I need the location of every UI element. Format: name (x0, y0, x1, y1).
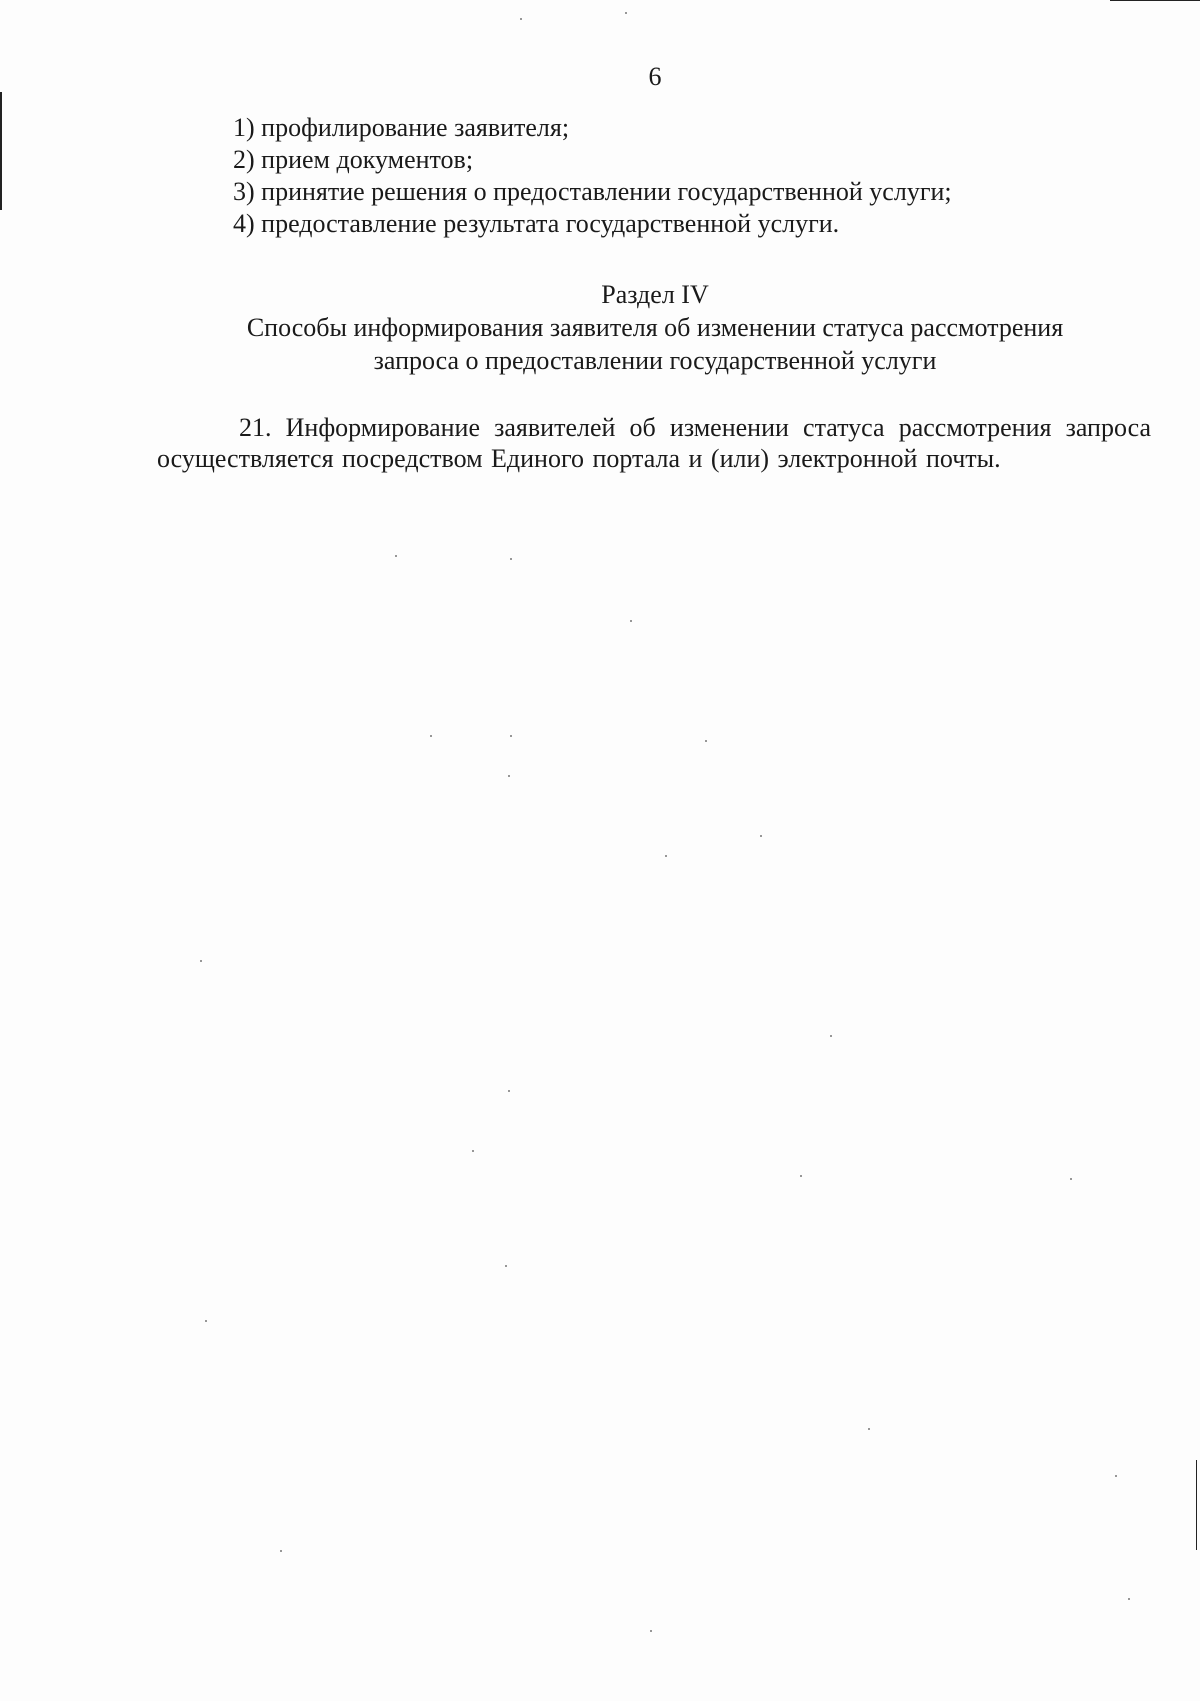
scan-speck (205, 1320, 207, 1322)
scan-speck (505, 1265, 507, 1267)
scan-speck (630, 620, 632, 622)
scan-speck (705, 740, 707, 742)
page-number: 6 (648, 62, 662, 91)
section-title-line-1: Способы информирования заявителя об изменении статуса рассмотрения (246, 313, 1064, 342)
scan-speck (1115, 1475, 1117, 1477)
scan-speck (1070, 1178, 1072, 1180)
procedure-steps-list (233, 112, 952, 240)
section-heading (160, 278, 1150, 377)
scan-speck (395, 555, 397, 557)
list-item: 2) прием документов; (233, 145, 474, 174)
scan-edge-mark-left (0, 92, 2, 210)
section-title-line-2: запроса о предоставлении государственной услуги (373, 346, 937, 375)
section-label: Раздел IV (601, 280, 709, 309)
scan-speck (868, 1428, 870, 1430)
scan-speck (830, 1035, 832, 1037)
scan-speck (800, 1175, 802, 1177)
scan-speck (510, 735, 512, 737)
paragraph-21: 21. Информирование заявителей об изменении статуса рассмотрения запроса осуществляется посредством Единого портала и (или) электронной почты. (157, 413, 1151, 473)
scan-speck (508, 1090, 510, 1092)
scan-speck (520, 18, 522, 20)
scan-speck (472, 1150, 474, 1152)
scan-speck (650, 1630, 652, 1632)
scan-edge-mark-top-right (1110, 0, 1200, 1)
scan-speck (510, 558, 512, 560)
scan-speck (200, 960, 202, 962)
list-item: 4) предоставление результата государственной услуги. (233, 209, 840, 238)
scan-speck (430, 735, 432, 737)
scan-speck (1128, 1598, 1130, 1600)
list-item: 1) профилирование заявителя; (233, 113, 570, 142)
list-item: 3) принятие решения о предоставлении государственной услуги; (233, 177, 952, 206)
scan-speck (760, 835, 762, 837)
scan-speck (665, 855, 667, 857)
scan-speck (625, 12, 627, 14)
scan-edge-mark-right (1196, 1460, 1197, 1550)
scan-speck (280, 1550, 282, 1552)
scan-speck (508, 775, 510, 777)
